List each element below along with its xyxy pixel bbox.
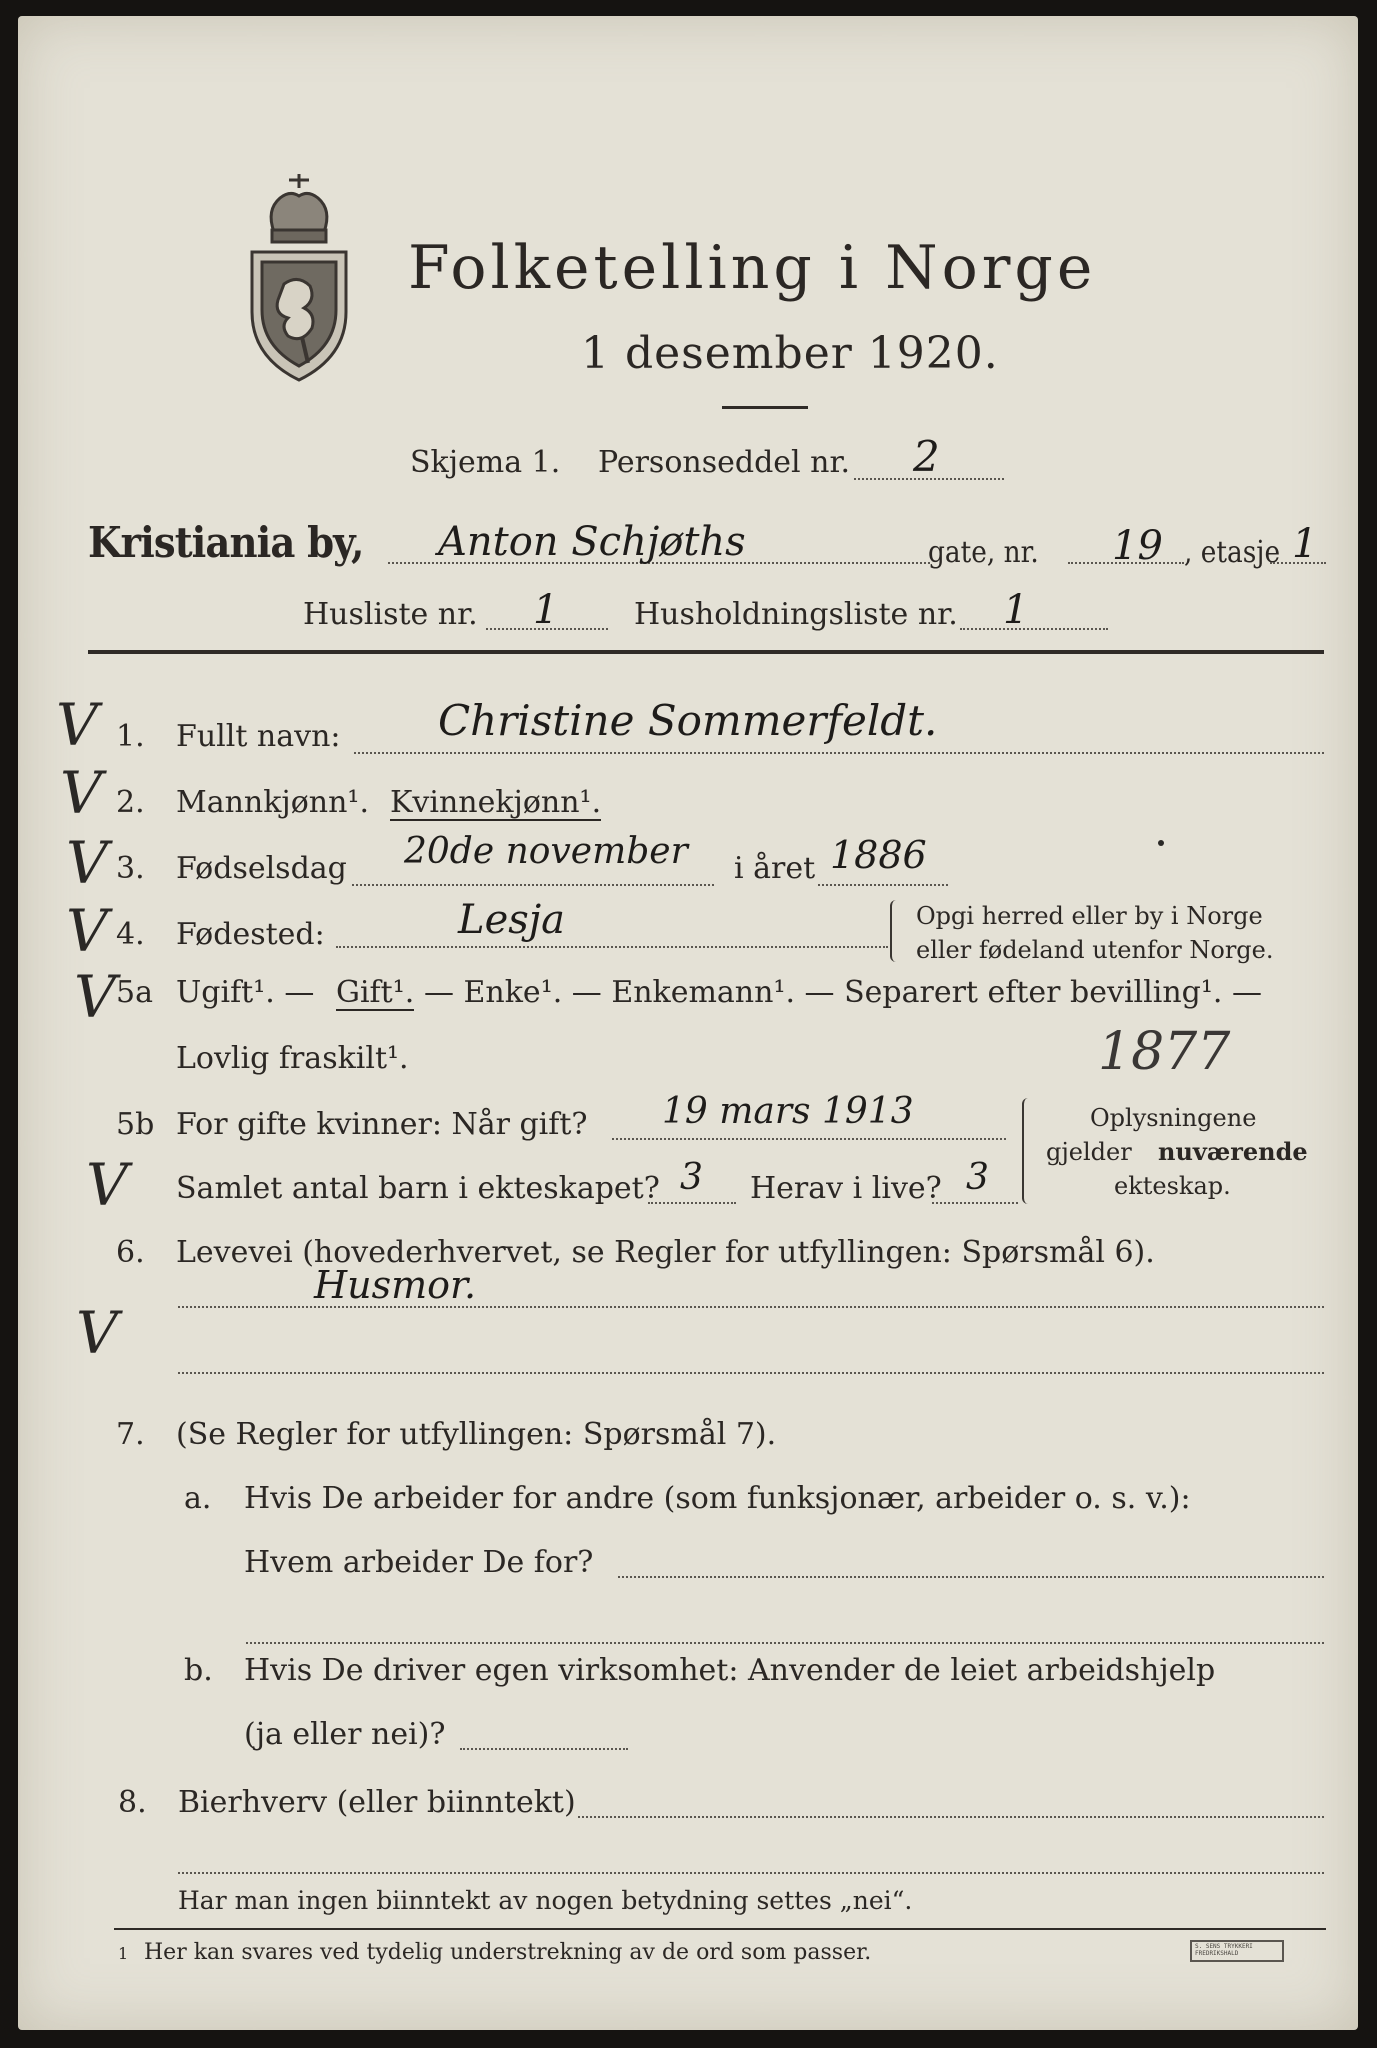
- q6-value: Husmor.: [314, 1263, 477, 1307]
- husliste-value: 1: [533, 587, 559, 633]
- q5b-barn-line: [648, 1202, 736, 1204]
- q5b-note-line3: ekteskap.: [1114, 1172, 1231, 1200]
- q1-value: Christine Sommerfeldt.: [438, 696, 938, 745]
- coat-of-arms-icon: [244, 172, 354, 382]
- printer-stamp-text: S. SENS TRYKKERI FREDRIKSHALD: [1195, 1943, 1253, 1957]
- personseddel-label: Personseddel nr.: [598, 445, 851, 480]
- q5b-live-label: Herav i live?: [750, 1171, 942, 1206]
- husholdning-value: 1: [1003, 587, 1029, 633]
- q3-year-label: i året: [734, 851, 816, 886]
- q3-line: [352, 884, 714, 886]
- q1-number: 1.: [116, 719, 145, 754]
- husholdning-line: [960, 628, 1108, 630]
- check-mark: V: [66, 897, 108, 965]
- q5b-label: For gifte kvinner: Når gift?: [176, 1107, 588, 1142]
- q8-number: 8.: [118, 1785, 147, 1820]
- street-value: Anton Schjøths: [438, 519, 746, 565]
- q7b-line1: Hvis De driver egen virksomhet: Anvender de leiet arbeidshjelp: [244, 1653, 1216, 1688]
- q5b-live-line: [932, 1202, 1018, 1204]
- q8-line2: [178, 1872, 1324, 1874]
- title-divider: [722, 406, 808, 409]
- q5b-brace: [1022, 1098, 1032, 1204]
- gate-label: gate, nr.: [928, 535, 1039, 570]
- q3-value: 20de november: [404, 831, 688, 872]
- q7a-line: [618, 1576, 1324, 1578]
- form-title: Folketelling i Norge: [408, 233, 1097, 303]
- q6-line2: [178, 1372, 1324, 1374]
- check-mark: V: [56, 691, 98, 759]
- etasje-value: 1: [1292, 521, 1318, 567]
- q1-label: Fullt navn:: [176, 719, 341, 754]
- printer-stamp: [1190, 1940, 1284, 1962]
- q8-note: Har man ingen biinntekt av nogen betydning settes „nei“.: [178, 1886, 913, 1915]
- check-mark: V: [76, 1299, 118, 1367]
- q1-line: [354, 752, 1324, 754]
- ink-dot: [1158, 840, 1164, 846]
- q4-number: 4.: [116, 917, 145, 952]
- q2-number: 2.: [116, 785, 145, 820]
- footnote-mark: 1: [118, 1944, 129, 1963]
- q8-label: Bierhverv (eller biinntekt): [178, 1785, 576, 1820]
- q5a-margin-note: 1877: [1098, 1022, 1231, 1082]
- q7a-line2: Hvem arbeider De for?: [244, 1545, 594, 1580]
- q3-number: 3.: [116, 851, 145, 886]
- q7b-line: [460, 1748, 628, 1750]
- q5b-line: [612, 1138, 1006, 1140]
- q2-kvinne: Kvinnekjønn¹.: [390, 785, 602, 820]
- q4-note-line1: Opgi herred eller by i Norge: [916, 902, 1263, 930]
- q6-label: Levevei (hovederhvervet, se Regler for utfyllingen: Spørsmål 6).: [176, 1235, 1155, 1270]
- q5b-number: 5b: [116, 1107, 155, 1142]
- check-mark: V: [74, 963, 116, 1031]
- q6-number: 6.: [116, 1235, 145, 1270]
- city-label: Kristiania by,: [88, 518, 364, 567]
- census-date: 1 desember 1920.: [581, 328, 999, 379]
- q7b-line2: (ja eller nei)?: [244, 1717, 446, 1752]
- q4-value: Lesja: [458, 897, 566, 943]
- q7a-line-extra: [246, 1642, 1324, 1644]
- footnote-text: Her kan svares ved tydelig understrekning av de ord som passer.: [144, 1940, 872, 1965]
- q5b-note-line1: Oplysningene: [1090, 1104, 1257, 1132]
- q2-mann: Mannkjønn¹.: [176, 785, 369, 820]
- q8-line1: [578, 1816, 1324, 1818]
- skjema-label: Skjema 1.: [410, 445, 561, 480]
- etasje-label: , etasje: [1184, 535, 1281, 570]
- q4-label: Fødested:: [176, 917, 325, 952]
- q7-number: 7.: [116, 1417, 145, 1452]
- q5b-barn-value: 3: [680, 1157, 703, 1198]
- q5a-gift: Gift¹.: [336, 975, 415, 1010]
- q5a-number: 5a: [116, 975, 153, 1010]
- q7b-letter: b.: [184, 1653, 213, 1688]
- personseddel-value: 2: [913, 432, 940, 481]
- q4-note-line2: eller fødeland utenfor Norge.: [916, 936, 1274, 964]
- census-form: [18, 16, 1358, 2030]
- q5b-barn-label: Samlet antal barn i ekteskapet?: [176, 1171, 660, 1206]
- q5b-note-line2b: nuværende: [1158, 1137, 1308, 1166]
- header-divider: [88, 650, 1324, 654]
- footnote-divider: [114, 1928, 1326, 1930]
- q5a-ugift: Ugift¹. —: [176, 975, 315, 1010]
- q7a-line1: Hvis De arbeider for andre (som funksjonær, arbeider o. s. v.):: [244, 1481, 1191, 1516]
- husholdning-label: Husholdningsliste nr.: [634, 597, 958, 632]
- q5b-note-line2a: gjelder: [1046, 1138, 1132, 1166]
- gate-nr-value: 19: [1112, 523, 1163, 569]
- check-mark: V: [86, 1151, 128, 1219]
- q5b-live-value: 3: [966, 1157, 989, 1198]
- husliste-label: Husliste nr.: [303, 597, 478, 632]
- q4-line: [336, 946, 888, 948]
- q3-label: Fødselsdag: [176, 851, 347, 886]
- q5b-value: 19 mars 1913: [662, 1091, 914, 1132]
- check-mark: V: [66, 829, 108, 897]
- q4-brace: [890, 900, 900, 962]
- q5a-rest: — Enke¹. — Enkemann¹. — Separert efter bevilling¹. —: [424, 975, 1262, 1010]
- q7a-letter: a.: [184, 1481, 212, 1516]
- q5a-line2: Lovlig fraskilt¹.: [176, 1041, 409, 1076]
- q7-label: (Se Regler for utfyllingen: Spørsmål 7).: [176, 1417, 777, 1452]
- q3-year-value: 1886: [830, 833, 927, 877]
- check-mark: V: [60, 759, 102, 827]
- q3-year-line: [818, 884, 948, 886]
